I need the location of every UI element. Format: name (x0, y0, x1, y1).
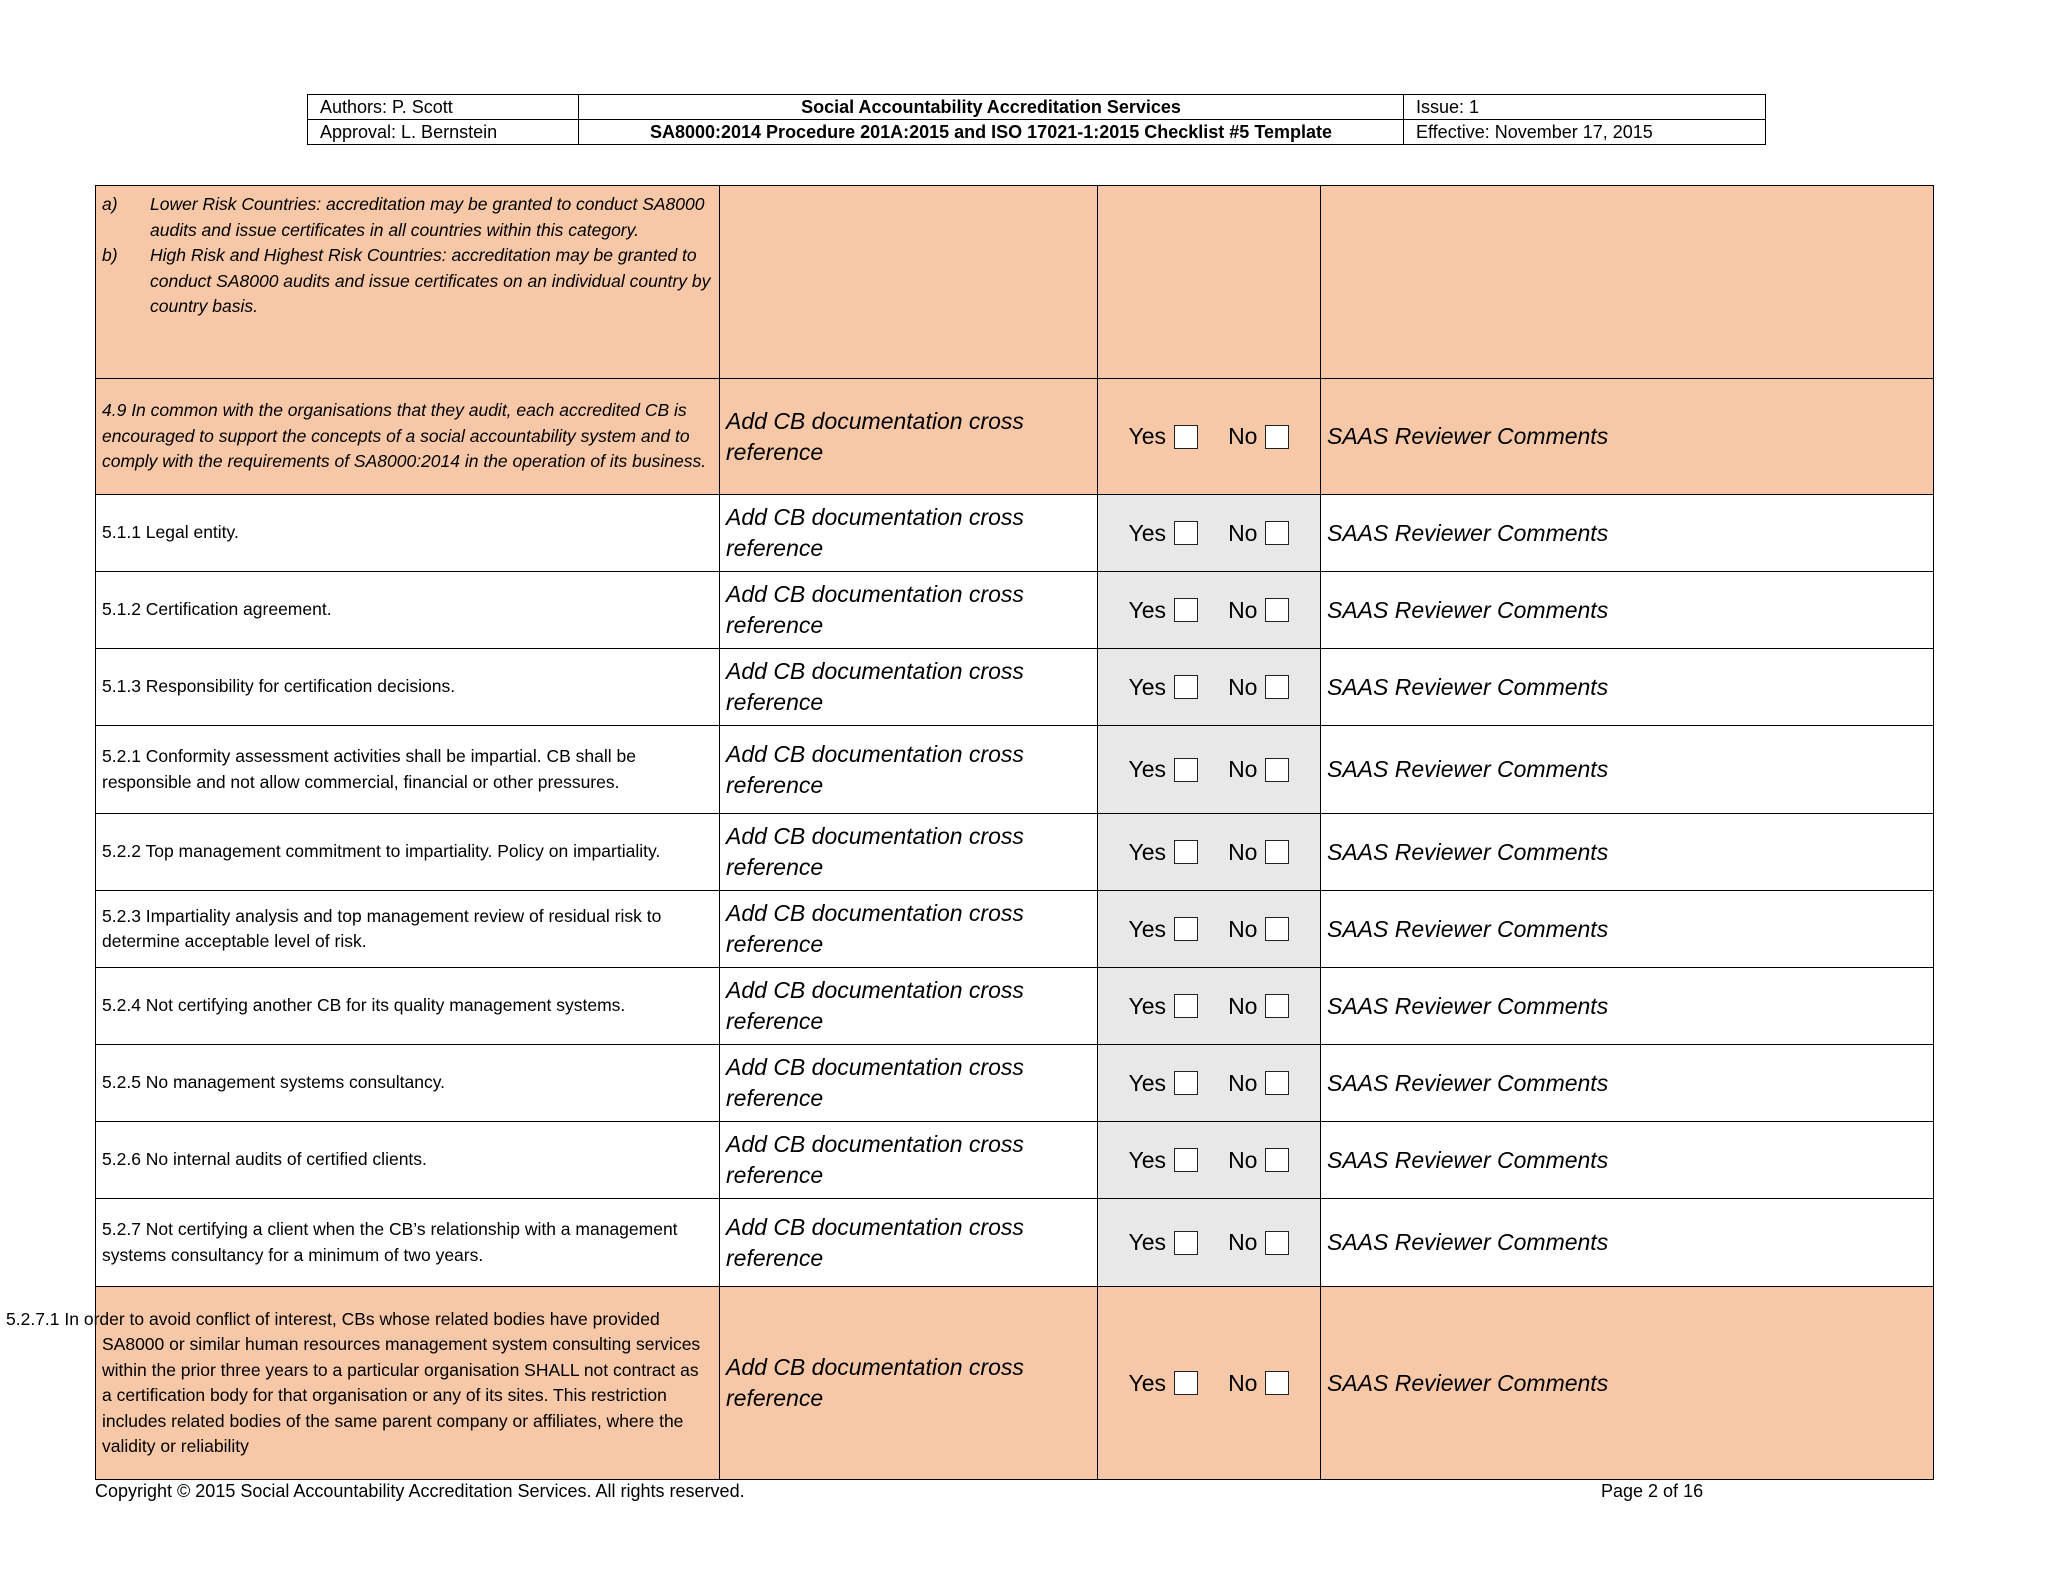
table-row (96, 1287, 1934, 1480)
no-checkbox[interactable] (1265, 917, 1289, 941)
reviewer-comments-input[interactable]: SAAS Reviewer Comments (1321, 1287, 1934, 1480)
no-checkbox[interactable] (1265, 1148, 1289, 1172)
reviewer-comments-input[interactable]: SAAS Reviewer Comments (1321, 726, 1934, 814)
reviewer-comments-input[interactable]: SAAS Reviewer Comments (1321, 968, 1934, 1045)
yes-no-cell (1098, 495, 1321, 572)
header-authors: Authors: P. Scott (308, 95, 579, 120)
reviewer-comments-input[interactable]: SAAS Reviewer Comments (1321, 814, 1934, 891)
yes-label: Yes (1128, 1369, 1167, 1396)
cross-reference-input[interactable]: Add CB documentation cross reference (720, 968, 1098, 1045)
requirement-text: 5.1.3 Responsibility for certification decisions. (96, 649, 720, 726)
no-label: No (1228, 1069, 1258, 1096)
no-checkbox[interactable] (1265, 1371, 1289, 1395)
yes-label: Yes (1128, 423, 1167, 449)
requirement-text: 5.2.6 No internal audits of certified clients. (96, 1122, 720, 1199)
header-approval: Approval: L. Bernstein (308, 120, 579, 145)
table-row (96, 495, 1934, 572)
cross-reference-input[interactable]: Add CB documentation cross reference (720, 1287, 1098, 1480)
yes-label: Yes (1128, 519, 1167, 546)
requirement-text: 4.9 In common with the organisations that they audit, each accredited CB is encouraged to support the concepts of a social accountability system and to comply with the requirements of SA8000:2014 in the operation of its business. (96, 379, 720, 495)
yes-label: Yes (1128, 596, 1167, 623)
yes-label: Yes (1128, 1146, 1167, 1173)
reviewer-comments-input[interactable]: SAAS Reviewer Comments (1321, 572, 1934, 649)
yes-no-cell (1098, 1045, 1321, 1122)
yes-no-cell (1098, 379, 1321, 495)
no-label: No (1228, 1229, 1258, 1255)
table-row (96, 186, 1934, 379)
yes-checkbox[interactable] (1174, 758, 1198, 782)
yes-label: Yes (1128, 838, 1167, 865)
yes-no-cell (1098, 1122, 1321, 1199)
yes-checkbox[interactable] (1174, 675, 1198, 699)
no-checkbox[interactable] (1265, 598, 1289, 622)
yes-checkbox[interactable] (1174, 917, 1198, 941)
no-label: No (1228, 838, 1258, 865)
yes-no-cell (1098, 186, 1321, 379)
requirement-text: 5.2.7.1 In order to avoid conflict of interest, CBs whose related bodies have provided SA8000 or similar human resources management system consulting services within the prior three years to a particular organisation SHALL not contract as a certification body for that organisation or any of its sites. This restriction includes related bodies of the same parent company or affiliates, where the validity or reliability (96, 1287, 720, 1480)
header-effective-date: Effective: November 17, 2015 (1404, 120, 1766, 145)
table-row (96, 891, 1934, 968)
requirement-text: 5.2.7 Not certifying a client when the CB’s relationship with a management systems consultancy for a minimum of two years. (96, 1199, 720, 1287)
checklist-table (6, 185, 1934, 1480)
table-row (96, 1199, 1934, 1287)
yes-checkbox[interactable] (1174, 1071, 1198, 1095)
requirement-text: 5.1.2 Certification agreement. (96, 572, 720, 649)
table-row (96, 649, 1934, 726)
cross-reference-input[interactable]: Add CB documentation cross reference (720, 495, 1098, 572)
reviewer-comments-input[interactable]: SAAS Reviewer Comments (1321, 649, 1934, 726)
no-label: No (1228, 519, 1258, 546)
no-checkbox[interactable] (1265, 758, 1289, 782)
no-checkbox[interactable] (1265, 675, 1289, 699)
list-item (102, 192, 713, 243)
requirement-text: 5.1.1 Legal entity. (96, 495, 720, 572)
yes-checkbox[interactable] (1174, 425, 1198, 449)
yes-label: Yes (1128, 756, 1167, 782)
yes-label: Yes (1128, 992, 1167, 1019)
no-checkbox[interactable] (1265, 994, 1289, 1018)
table-row (96, 968, 1934, 1045)
reviewer-comments-input[interactable]: SAAS Reviewer Comments (1321, 495, 1934, 572)
document-header (307, 94, 1766, 145)
no-checkbox[interactable] (1265, 1231, 1289, 1255)
yes-no-cell (1098, 1287, 1321, 1480)
reviewer-comments-input[interactable]: SAAS Reviewer Comments (1321, 891, 1934, 968)
no-label: No (1228, 1146, 1258, 1173)
table-row (96, 814, 1934, 891)
no-label: No (1228, 423, 1258, 449)
reviewer-comments-input[interactable]: SAAS Reviewer Comments (1321, 1122, 1934, 1199)
yes-no-cell (1098, 572, 1321, 649)
no-label: No (1228, 992, 1258, 1019)
table-row (96, 572, 1934, 649)
yes-checkbox[interactable] (1174, 1231, 1198, 1255)
yes-no-cell (1098, 968, 1321, 1045)
cross-reference-input[interactable]: Add CB documentation cross reference (720, 1045, 1098, 1122)
header-issue: Issue: 1 (1404, 95, 1766, 120)
requirement-text: 5.2.2 Top management commitment to impartiality. Policy on impartiality. (96, 814, 720, 891)
no-checkbox[interactable] (1265, 521, 1289, 545)
yes-label: Yes (1128, 915, 1167, 942)
cross-reference-input[interactable]: Add CB documentation cross reference (720, 726, 1098, 814)
no-label: No (1228, 915, 1258, 942)
list-item-text: High Risk and Highest Risk Countries: accreditation may be granted to conduct SA8000 audits and issue certificates on an individual country by country basis. (150, 245, 711, 316)
cross-reference-cell (720, 186, 1098, 379)
requirement-text: 5.2.4 Not certifying another CB for its quality management systems. (96, 968, 720, 1045)
cross-reference-input[interactable]: Add CB documentation cross reference (720, 891, 1098, 968)
list-item-label: a) (102, 194, 118, 214)
country-risk-list (102, 192, 713, 320)
comments-cell (1321, 186, 1934, 379)
cross-reference-input[interactable]: Add CB documentation cross reference (720, 379, 1098, 495)
list-item-label: b) (102, 245, 118, 265)
cross-reference-input[interactable]: Add CB documentation cross reference (720, 814, 1098, 891)
footer-copyright: Copyright © 2015 Social Accountability Accreditation Services. All rights reserved. (95, 1481, 745, 1501)
list-item-text: Lower Risk Countries: accreditation may be granted to conduct SA8000 audits and issue certificates in all countries within this category. (150, 194, 705, 240)
yes-checkbox[interactable] (1174, 994, 1198, 1018)
cross-reference-input[interactable]: Add CB documentation cross reference (720, 649, 1098, 726)
header-document-title: SA8000:2014 Procedure 201A:2015 and ISO 17021-1:2015 Checklist #5 Template (579, 120, 1404, 145)
yes-checkbox[interactable] (1174, 1148, 1198, 1172)
footer-page-number: Page 2 of 16 (1601, 1481, 1704, 1501)
requirement-text: 5.2.5 No management systems consultancy. (96, 1045, 720, 1122)
cross-reference-input[interactable]: Add CB documentation cross reference (720, 1122, 1098, 1199)
no-label: No (1228, 596, 1258, 623)
yes-checkbox[interactable] (1174, 1371, 1198, 1395)
header-organization: Social Accountability Accreditation Services (579, 95, 1404, 120)
reviewer-comments-input[interactable]: SAAS Reviewer Comments (1321, 1199, 1934, 1287)
yes-no-cell (1098, 814, 1321, 891)
yes-label: Yes (1128, 1069, 1167, 1096)
yes-checkbox[interactable] (1174, 840, 1198, 864)
reviewer-comments-input[interactable]: SAAS Reviewer Comments (1321, 379, 1934, 495)
cross-reference-input[interactable]: Add CB documentation cross reference (720, 572, 1098, 649)
requirement-text: 5.2.3 Impartiality analysis and top management review of residual risk to determine acceptable level of risk. (96, 891, 720, 968)
reviewer-comments-input[interactable]: SAAS Reviewer Comments (1321, 1045, 1934, 1122)
table-row (96, 726, 1934, 814)
no-checkbox[interactable] (1265, 1071, 1289, 1095)
cross-reference-input[interactable]: Add CB documentation cross reference (720, 1199, 1098, 1287)
yes-checkbox[interactable] (1174, 521, 1198, 545)
table-row (96, 1045, 1934, 1122)
list-item (102, 243, 713, 320)
table-row (96, 1122, 1934, 1199)
yes-label: Yes (1128, 1229, 1167, 1255)
no-label: No (1228, 673, 1258, 700)
no-checkbox[interactable] (1265, 425, 1289, 449)
requirement-text: 5.2.1 Conformity assessment activities shall be impartial. CB shall be responsible and not allow commercial, financial or other pressures. (96, 726, 720, 814)
no-label: No (1228, 1369, 1258, 1396)
table-row (96, 379, 1934, 495)
yes-checkbox[interactable] (1174, 598, 1198, 622)
yes-no-cell (1098, 891, 1321, 968)
yes-no-cell (1098, 649, 1321, 726)
yes-no-cell (1098, 726, 1321, 814)
no-label: No (1228, 756, 1258, 782)
yes-label: Yes (1128, 673, 1167, 700)
requirement-cell (96, 186, 720, 379)
no-checkbox[interactable] (1265, 840, 1289, 864)
yes-no-cell (1098, 1199, 1321, 1287)
